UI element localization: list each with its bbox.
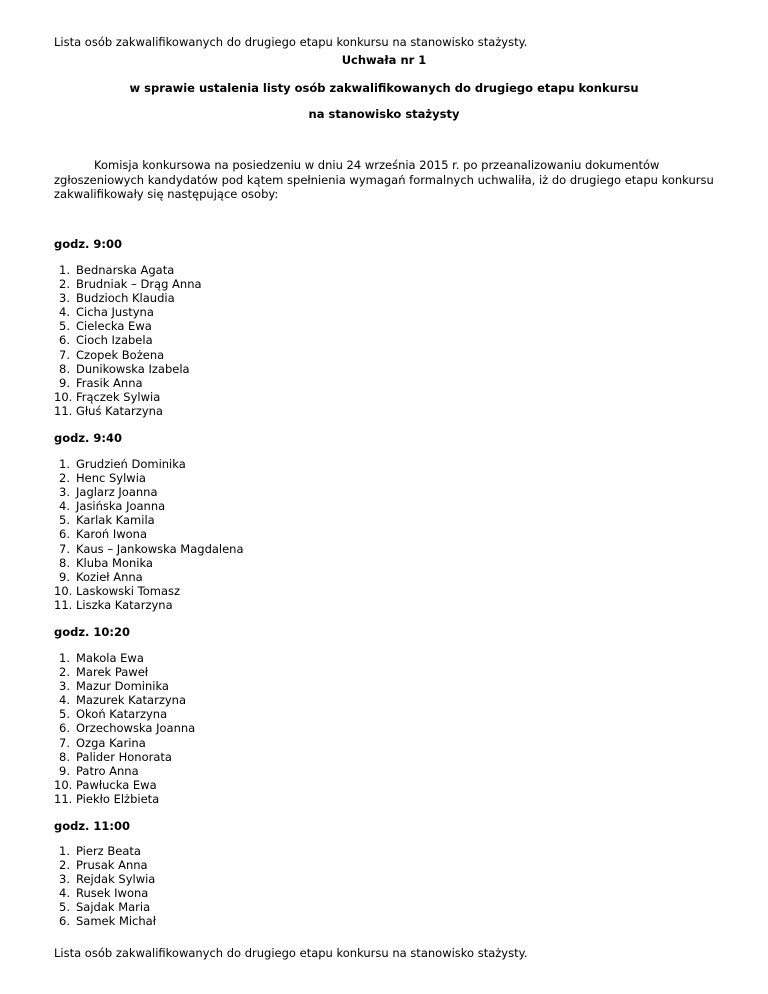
candidate-list <box>54 457 244 612</box>
list-item: 3. Jaglarz Joanna <box>59 485 158 500</box>
candidate-list <box>54 651 195 806</box>
page-header: Lista osób zakwalifikowanych do drugiego etapu konkursu na stanowisko stażysty. <box>54 35 528 49</box>
list-item: 1. Bednarska Agata <box>59 263 175 277</box>
list-item: 10. Pawłucka Ewa <box>54 777 157 792</box>
list-item: 11. Głuś Katarzyna <box>54 403 163 418</box>
list-item: 4. Rusek Iwona <box>59 886 149 901</box>
list-item: 9. Frasik Anna <box>59 375 143 390</box>
list-item: 7. Ozga Karina <box>59 735 146 750</box>
list-item: 7. Czopek Bożena <box>59 347 165 362</box>
list-item: 5. Okoń Katarzyna <box>59 707 168 722</box>
intro-paragraph: Komisja konkursowa na posiedzeniu w dniu 24 września 2015 r. po przeanalizowaniu dokumentów zgłoszeniowych kandydatów pod kątem spełnienia wymagań formalnych uchwaliła, iż do drugiego etapu konkursu zakwalifikowały się następujące osoby: <box>54 158 714 201</box>
resolution-subject-position: na stanowisko stażysty <box>308 107 460 121</box>
list-item: 2. Brudniak – Drąg Anna <box>59 277 202 292</box>
list-item: 10. Frączek Sylwia <box>54 389 161 404</box>
list-item: 10. Laskowski Tomasz <box>54 583 181 598</box>
list-item: 3. Mazur Dominika <box>59 679 169 694</box>
list-item: 11. Piekło Elżbieta <box>54 791 160 806</box>
list-item: 3. Budzioch Klaudia <box>59 291 175 306</box>
time-slot-heading: godz. 9:40 <box>54 431 123 445</box>
list-item: 2. Prusak Anna <box>59 858 148 873</box>
list-item: 8. Kluba Monika <box>59 555 153 570</box>
list-item: 7. Kaus – Jankowska Magdalena <box>59 541 244 556</box>
time-slot-heading: godz. 10:20 <box>54 625 131 639</box>
time-slot-heading: godz. 9:00 <box>54 237 123 251</box>
list-item: 8. Dunikowska Izabela <box>59 361 190 376</box>
list-item: 4. Mazurek Katarzyna <box>59 693 187 708</box>
candidate-list <box>54 844 156 929</box>
list-item: 6. Karoń Iwona <box>59 527 148 542</box>
list-item: 9. Kozieł Anna <box>59 569 143 584</box>
list-item: 6. Cioch Izabela <box>59 333 153 348</box>
list-item: 1. Pierz Beata <box>59 844 141 858</box>
list-item: 4. Jasińska Joanna <box>59 499 166 514</box>
candidate-list <box>54 263 202 418</box>
list-item: 5. Sajdak Maria <box>59 900 151 915</box>
list-item: 2. Marek Paweł <box>59 665 149 680</box>
resolution-subject: w sprawie ustalenia listy osób zakwalifikowanych do drugiego etapu konkursu <box>129 81 639 95</box>
list-item: 3. Rejdak Sylwia <box>59 872 156 887</box>
list-item: 5. Karlak Kamila <box>59 513 155 528</box>
page-footer: Lista osób zakwalifikowanych do drugiego etapu konkursu na stanowisko stażysty. <box>54 946 528 960</box>
list-item: 1. Makola Ewa <box>59 651 144 665</box>
list-item: 6. Orzechowska Joanna <box>59 721 196 736</box>
list-item: 11. Liszka Katarzyna <box>54 597 173 612</box>
list-item: 6. Samek Michał <box>59 914 156 929</box>
list-item: 9. Patro Anna <box>59 763 139 778</box>
time-slot-heading: godz. 11:00 <box>54 819 131 833</box>
list-item: 2. Henc Sylwia <box>59 471 146 486</box>
list-item: 4. Cicha Justyna <box>59 305 154 320</box>
list-item: 8. Palider Honorata <box>59 749 172 764</box>
list-item: 5. Cielecka Ewa <box>59 319 152 334</box>
list-item: 1. Grudzień Dominika <box>59 457 186 471</box>
resolution-title: Uchwała nr 1 <box>341 53 427 67</box>
